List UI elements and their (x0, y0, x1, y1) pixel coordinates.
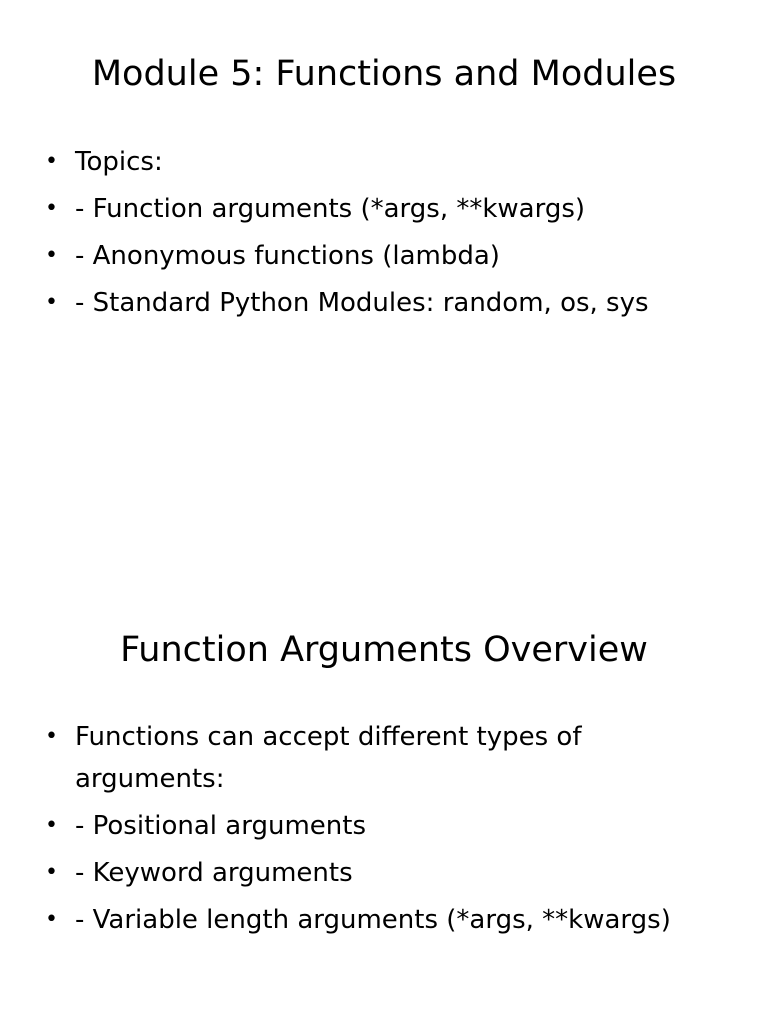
bullet-text: - Standard Python Modules: random, os, sys (75, 288, 649, 318)
bullet-text: - Positional arguments (75, 811, 366, 841)
slide-title: Function Arguments Overview (120, 630, 648, 670)
bullet-icon: • (45, 196, 58, 221)
bullet-list (40, 141, 730, 329)
list-item (40, 188, 730, 230)
bullet-icon: • (45, 290, 58, 315)
slide-title: Module 5: Functions and Modules (91, 54, 677, 94)
bullet-text: Functions can accept different types of arguments: (75, 722, 582, 794)
bullet-icon: • (45, 860, 58, 885)
bullet-icon: • (45, 724, 58, 749)
bullet-icon: • (45, 813, 58, 838)
bullet-icon: • (45, 243, 58, 268)
bullet-text: - Keyword arguments (75, 858, 353, 888)
bullet-text: - Variable length arguments (*args, **kwargs) (75, 905, 671, 935)
list-item (40, 235, 730, 277)
bullet-icon: • (45, 907, 58, 932)
list-item (40, 716, 730, 800)
list-item (40, 805, 730, 847)
list-item (40, 141, 730, 183)
bullet-icon: • (45, 149, 58, 174)
list-item (40, 899, 730, 941)
bullet-list (40, 716, 730, 946)
list-item (40, 852, 730, 894)
list-item (40, 282, 730, 324)
slide-function-arguments (0, 576, 768, 1024)
bullet-text: - Function arguments (*args, **kwargs) (75, 194, 586, 224)
bullet-text: - Anonymous functions (lambda) (75, 241, 500, 271)
bullet-text: Topics: (75, 147, 163, 177)
